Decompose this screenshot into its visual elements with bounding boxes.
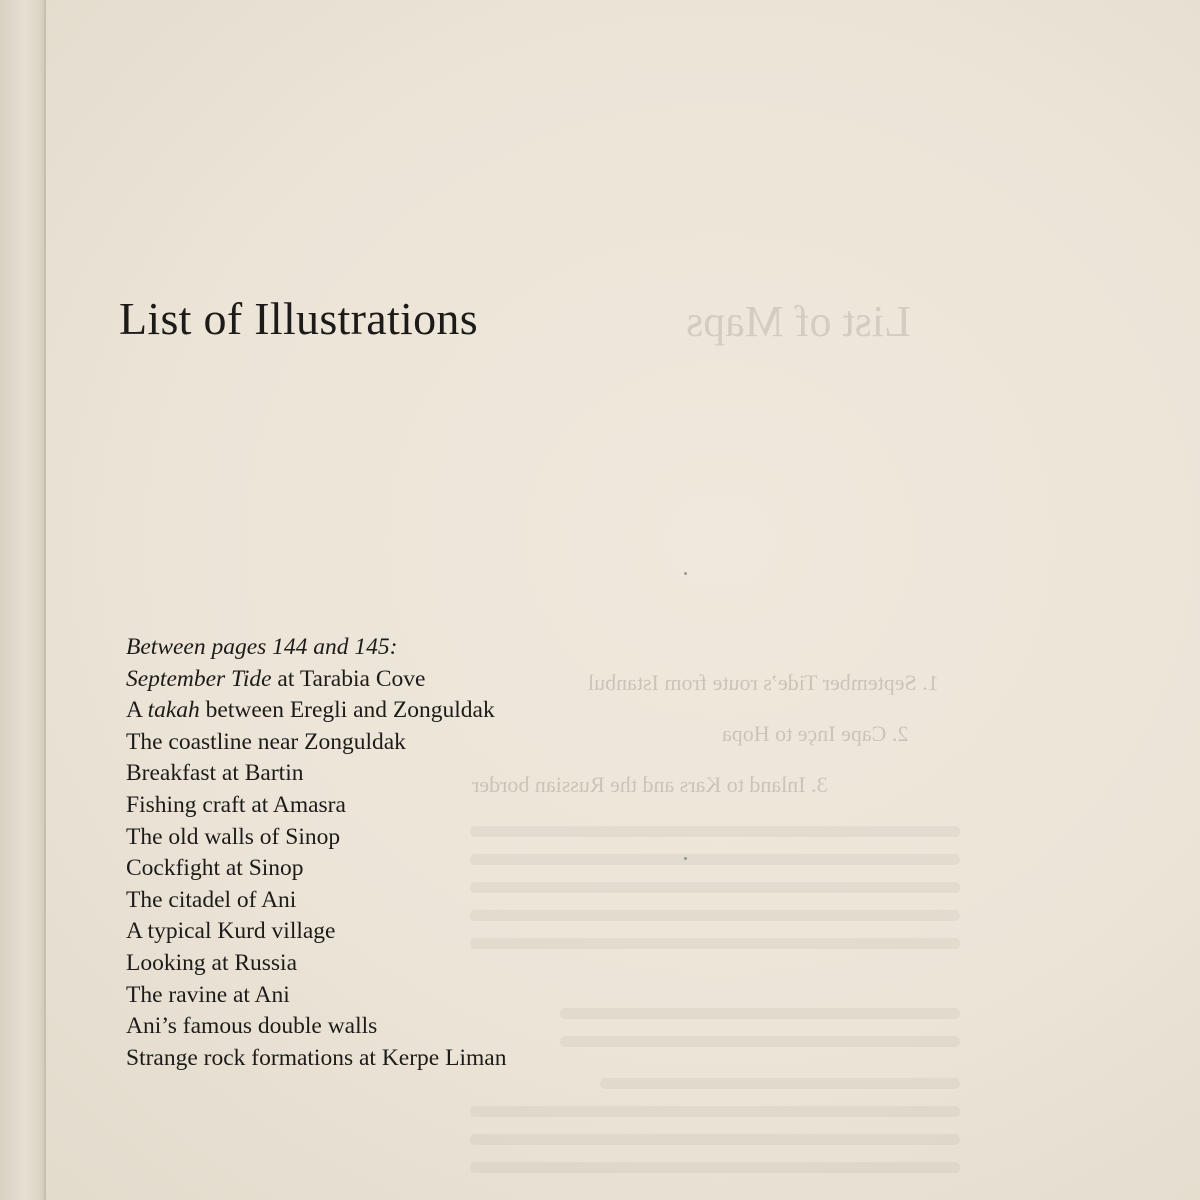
show-through-line (470, 826, 960, 837)
list-item: The coastline near Zonguldak (126, 728, 406, 755)
show-through-title: List of Maps (686, 297, 911, 346)
italic-term: takah (147, 697, 200, 724)
list-item-text: between Eregli and Zonguldak (199, 697, 495, 724)
list-item-text: at Tarabia Cove (271, 665, 426, 692)
show-through-line (470, 910, 960, 921)
show-through-line (600, 1078, 960, 1089)
list-item: The citadel of Ani (126, 886, 297, 913)
list-item: A typical Kurd village (126, 918, 336, 945)
show-through-line (470, 938, 960, 949)
list-item (126, 664, 506, 696)
list-item: Cockfight at Sinop (126, 855, 304, 882)
show-through-line (470, 1162, 960, 1173)
show-through-line (470, 1134, 960, 1145)
list-item: Ani’s famous double walls (126, 1013, 378, 1040)
section-heading: Between pages 144 and 145: (126, 634, 398, 660)
show-through-line (470, 882, 960, 893)
show-through-line (470, 854, 960, 865)
list-item-text: A (126, 697, 148, 724)
italic-boat-name: September Tide (126, 665, 272, 692)
paper-speck (684, 857, 687, 860)
show-through-line (560, 1036, 960, 1047)
list-item: Breakfast at Bartin (126, 760, 304, 787)
list-item: The old walls of Sinop (126, 823, 341, 850)
page-title: List of Illustrations (119, 293, 478, 344)
show-through-item: 3. Inland to Kars and the Russian border (472, 772, 828, 797)
book-gutter (0, 0, 46, 1200)
list-item: Strange rock formations at Kerpe Liman (126, 1044, 507, 1071)
show-through-item: 2. Cape Inçe to Hopa (722, 721, 909, 746)
paper-speck (684, 572, 687, 575)
list-item: Looking at Russia (126, 949, 298, 976)
show-through-line (560, 1008, 960, 1019)
facing-page-edge (44, 0, 46, 1200)
illustrations-list (126, 632, 506, 1074)
show-through-item: 1. September Tide’s route from Istanbul (588, 670, 939, 695)
show-through-line (470, 1106, 960, 1117)
list-item: Fishing craft at Amasra (126, 791, 346, 818)
list-item (126, 695, 506, 727)
list-item: The ravine at Ani (126, 981, 290, 1008)
